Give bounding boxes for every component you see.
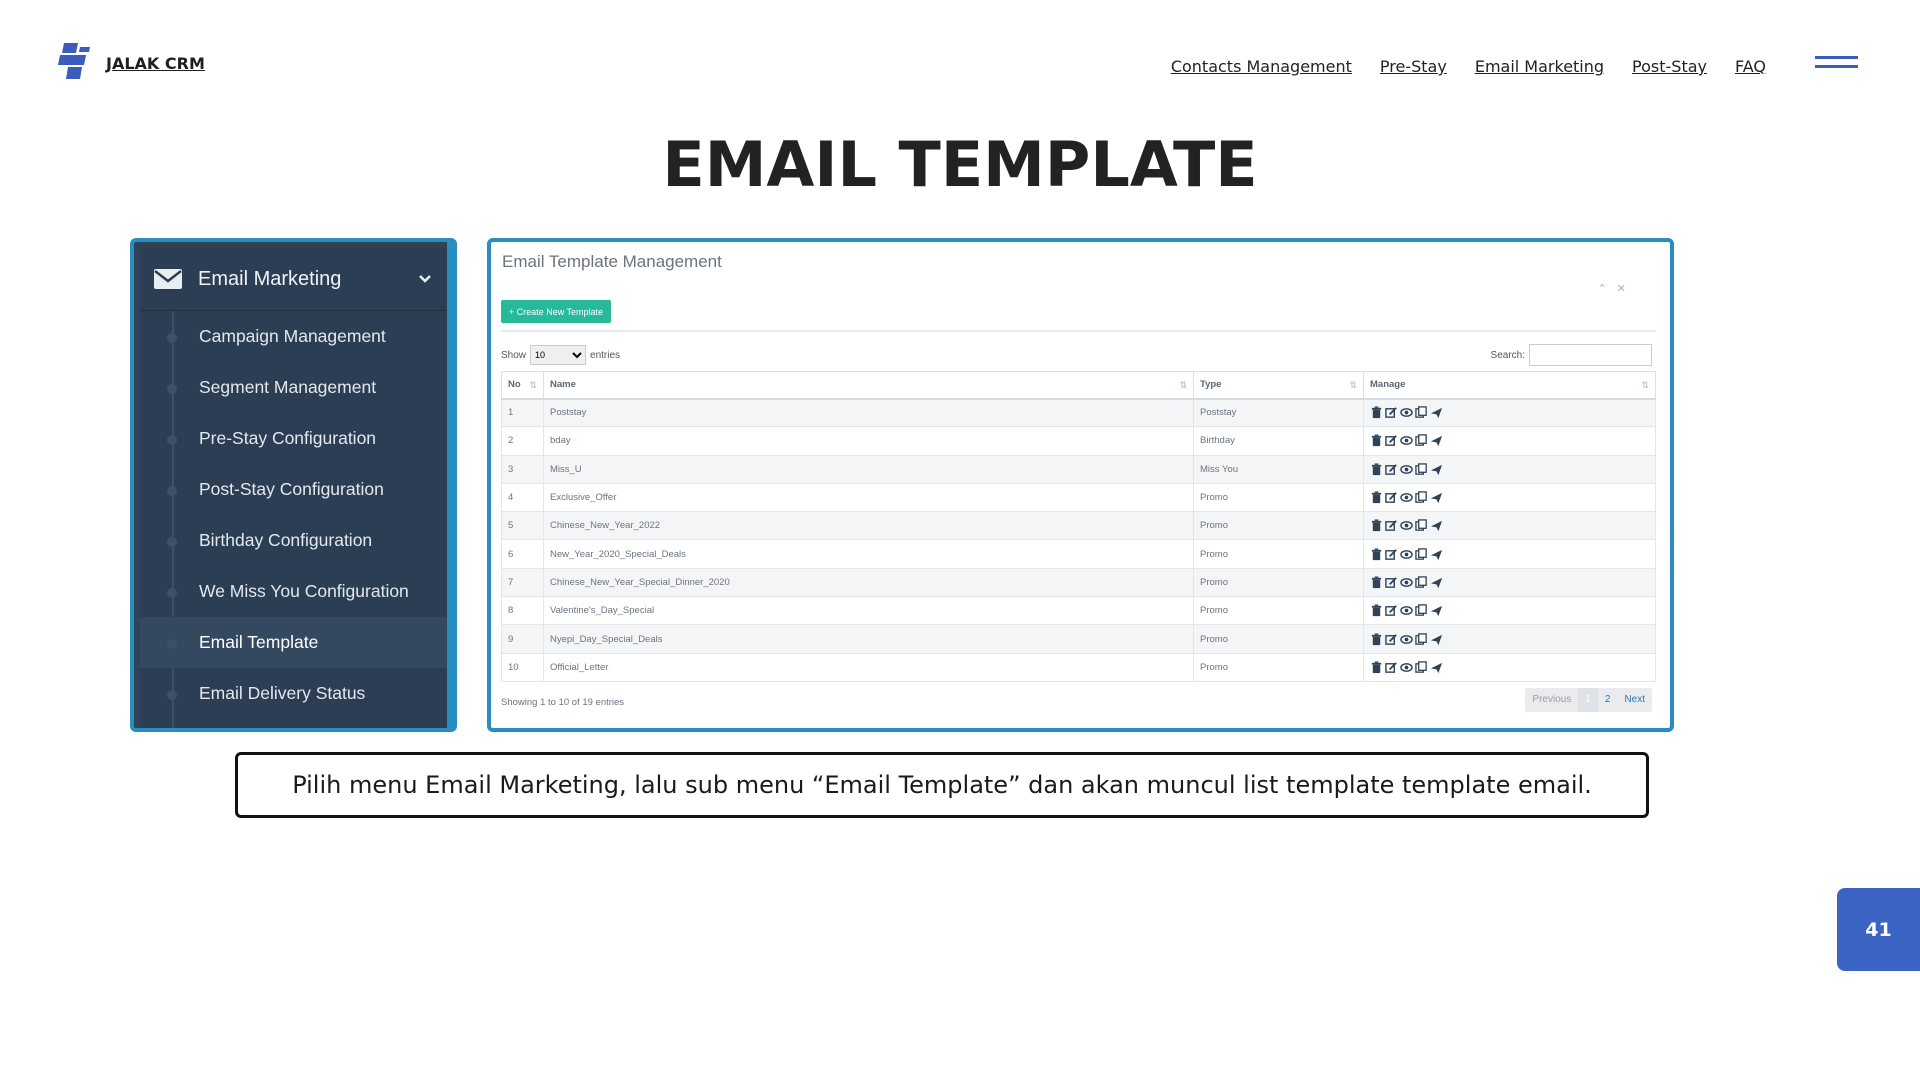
sidebar-items (140, 311, 447, 719)
table-row (502, 568, 1656, 596)
tree-dot-icon (167, 435, 177, 445)
table-row (502, 512, 1656, 540)
send-icon[interactable] (1430, 633, 1443, 646)
cell-name: New_Year_2020_Special_Deals (544, 540, 1194, 568)
template-management-panel (487, 238, 1674, 732)
trash-icon[interactable] (1370, 434, 1383, 447)
cell-manage (1364, 512, 1656, 540)
entries-length-control (501, 345, 620, 365)
manage-actions (1370, 406, 1655, 419)
copy-icon[interactable] (1415, 576, 1428, 589)
pagination-page-1[interactable]: 1 (1578, 688, 1598, 712)
table-info: Showing 1 to 10 of 19 entries (501, 697, 625, 708)
cell-manage (1364, 568, 1656, 596)
eye-icon[interactable] (1400, 463, 1413, 476)
page-number: 41 (1865, 918, 1892, 941)
send-icon[interactable] (1430, 661, 1443, 674)
sidebar-item-label: Birthday Configuration (199, 530, 373, 550)
sort-icon: ⇅ (1641, 380, 1649, 390)
trash-icon[interactable] (1370, 604, 1383, 617)
sidebar-item[interactable] (140, 413, 447, 464)
trash-icon[interactable] (1370, 406, 1383, 419)
sidebar-section-email-marketing[interactable] (140, 248, 447, 311)
page-title: EMAIL TEMPLATE (662, 128, 1258, 201)
send-icon[interactable] (1430, 576, 1443, 589)
edit-icon[interactable] (1385, 491, 1398, 504)
sidebar-item-label: Email Delivery Status (199, 683, 366, 703)
table-row (502, 597, 1656, 625)
sidebar-item-label: Post-Stay Configuration (199, 479, 384, 499)
trash-icon[interactable] (1370, 661, 1383, 674)
sidebar-item[interactable] (140, 617, 447, 668)
table-row (502, 653, 1656, 681)
send-icon[interactable] (1430, 434, 1443, 447)
collapse-icon[interactable]: ⌃ (1597, 283, 1607, 295)
cell-manage (1364, 455, 1656, 483)
sidebar-section-label: Email Marketing (198, 267, 342, 290)
column-header-name[interactable]: Name ⇅ (544, 372, 1194, 399)
sidebar-menu (140, 248, 447, 728)
copy-icon[interactable] (1415, 661, 1428, 674)
pagination (1525, 688, 1652, 712)
sidebar-item[interactable] (140, 515, 447, 566)
send-icon[interactable] (1430, 604, 1443, 617)
cell-name: Nyepi_Day_Special_Deals (544, 625, 1194, 653)
edit-icon[interactable] (1385, 604, 1398, 617)
edit-icon[interactable] (1385, 548, 1398, 561)
caption-box (235, 752, 1649, 818)
cell-name: Chinese_New_Year_2022 (544, 512, 1194, 540)
eye-icon[interactable] (1400, 633, 1413, 646)
trash-icon[interactable] (1370, 548, 1383, 561)
cell-manage (1364, 653, 1656, 681)
tree-dot-icon (167, 486, 177, 496)
copy-icon[interactable] (1415, 434, 1428, 447)
tree-dot-icon (167, 690, 177, 700)
cell-manage (1364, 540, 1656, 568)
nav-faq[interactable]: FAQ (1735, 57, 1766, 76)
sidebar-item-label: Email Template (199, 632, 319, 652)
sidebar-item[interactable] (140, 311, 447, 362)
edit-icon[interactable] (1385, 661, 1398, 674)
trash-icon[interactable] (1370, 519, 1383, 532)
manage-actions (1370, 434, 1655, 447)
cell-name: Exclusive_Offer (544, 483, 1194, 511)
send-icon[interactable] (1430, 406, 1443, 419)
manage-actions (1370, 548, 1655, 561)
copy-icon[interactable] (1415, 519, 1428, 532)
copy-icon[interactable] (1415, 463, 1428, 476)
copy-icon[interactable] (1415, 491, 1428, 504)
entries-select[interactable] (530, 345, 586, 365)
manage-actions (1370, 519, 1655, 532)
pagination-page-2[interactable]: 2 (1604, 694, 1611, 705)
search-label: Search: (1490, 349, 1525, 361)
brand-name[interactable]: JALAK CRM (106, 53, 205, 73)
nav-email-marketing[interactable]: Email Marketing (1474, 57, 1605, 76)
page-number-badge (1837, 888, 1920, 971)
cell-no: 6 (502, 540, 544, 568)
edit-icon[interactable] (1385, 633, 1398, 646)
table-row (502, 625, 1656, 653)
close-icon[interactable]: ✕ (1616, 283, 1626, 295)
column-header-type[interactable]: Type ⇅ (1194, 372, 1364, 399)
search-input[interactable] (1529, 344, 1652, 366)
sort-icon: ⇅ (1349, 380, 1357, 390)
sidebar-scrollbar[interactable] (447, 242, 453, 728)
trash-icon[interactable] (1370, 463, 1383, 476)
eye-icon[interactable] (1400, 406, 1413, 419)
table-row (502, 540, 1656, 568)
nav-contacts-management[interactable]: Contacts Management (1170, 57, 1352, 76)
manage-actions (1370, 661, 1655, 674)
eye-icon[interactable] (1400, 661, 1413, 674)
edit-icon[interactable] (1385, 519, 1398, 532)
cell-name: bday (544, 427, 1194, 455)
cell-type: Promo (1194, 625, 1364, 653)
manage-actions (1370, 491, 1655, 504)
send-icon[interactable] (1430, 491, 1443, 504)
tree-dot-icon (167, 537, 177, 547)
sidebar-item[interactable] (140, 464, 447, 515)
cell-no: 2 (502, 427, 544, 455)
caption-text: Pilih menu Email Marketing, lalu sub menu “Email Template” dan akan muncul list template template email. (292, 771, 1592, 799)
cell-manage (1364, 625, 1656, 653)
entries-label: entries (590, 349, 621, 361)
copy-icon[interactable] (1415, 604, 1428, 617)
cell-name: Valentine's_Day_Special (544, 597, 1194, 625)
cell-type: Promo (1194, 512, 1364, 540)
nav-post-stay[interactable]: Post-Stay (1632, 57, 1707, 76)
cell-name: Miss_U (544, 455, 1194, 483)
column-header-no[interactable]: No ⇅ (502, 372, 544, 399)
edit-icon[interactable] (1385, 463, 1398, 476)
cell-name: Official_Letter (544, 653, 1194, 681)
cell-type: Promo (1194, 653, 1364, 681)
sort-icon: ⇅ (529, 380, 537, 390)
cell-name: Chinese_New_Year_Special_Dinner_2020 (544, 568, 1194, 596)
send-icon[interactable] (1430, 519, 1443, 532)
envelope-icon (154, 269, 182, 289)
cell-type: Miss You (1194, 455, 1364, 483)
manage-actions (1370, 576, 1655, 589)
eye-icon[interactable] (1400, 604, 1413, 617)
column-header-manage[interactable]: Manage ⇅ (1364, 372, 1656, 399)
table-row (502, 483, 1656, 511)
table-row (502, 399, 1656, 427)
top-nav (1171, 57, 1766, 76)
tree-dot-icon (167, 384, 177, 394)
pagination-next[interactable]: Next (1624, 694, 1645, 705)
eye-icon[interactable] (1400, 519, 1413, 532)
cell-manage (1364, 483, 1656, 511)
brand[interactable] (56, 43, 205, 83)
cell-type: Promo (1194, 597, 1364, 625)
cell-no: 7 (502, 568, 544, 596)
copy-icon[interactable] (1415, 633, 1428, 646)
eye-icon[interactable] (1400, 548, 1413, 561)
cell-no: 4 (502, 483, 544, 511)
cell-no: 5 (502, 512, 544, 540)
sidebar-screenshot (130, 238, 457, 732)
edit-icon[interactable] (1385, 434, 1398, 447)
nav-pre-stay[interactable]: Pre-Stay (1379, 57, 1447, 76)
cell-type: Poststay (1194, 399, 1364, 427)
create-new-template-button[interactable]: + Create New Template (501, 300, 611, 323)
manage-actions (1370, 604, 1655, 617)
cell-no: 10 (502, 653, 544, 681)
cell-type: Promo (1194, 540, 1364, 568)
tree-dot-icon (167, 639, 177, 649)
table-header-row (502, 372, 1656, 399)
cell-type: Promo (1194, 483, 1364, 511)
manage-actions (1370, 633, 1655, 646)
copy-icon[interactable] (1415, 548, 1428, 561)
cell-manage (1364, 399, 1656, 427)
sidebar-item-label: Segment Management (199, 377, 377, 397)
brand-logo-icon (56, 43, 92, 83)
cell-manage (1364, 427, 1656, 455)
edit-icon[interactable] (1385, 576, 1398, 589)
panel-tools (1598, 282, 1626, 295)
hamburger-menu-icon[interactable] (1815, 56, 1858, 74)
sidebar-item-label: We Miss You Configuration (199, 581, 409, 601)
send-icon[interactable] (1430, 463, 1443, 476)
table-body (502, 399, 1656, 682)
sidebar-item[interactable] (140, 668, 447, 719)
cell-no: 9 (502, 625, 544, 653)
chevron-down-icon (417, 271, 433, 287)
trash-icon[interactable] (1370, 576, 1383, 589)
table-row (502, 455, 1656, 483)
panel-title: Email Template Management (502, 252, 722, 271)
templates-table (501, 371, 1656, 682)
sort-icon: ⇅ (1179, 380, 1187, 390)
copy-icon[interactable] (1415, 406, 1428, 419)
pagination-previous[interactable]: Previous (1532, 694, 1572, 705)
trash-icon[interactable] (1370, 633, 1383, 646)
sidebar-item-label: Campaign Management (199, 326, 386, 346)
eye-icon[interactable] (1400, 576, 1413, 589)
eye-icon[interactable] (1400, 434, 1413, 447)
manage-actions (1370, 463, 1655, 476)
send-icon[interactable] (1430, 548, 1443, 561)
cell-no: 3 (502, 455, 544, 483)
eye-icon[interactable] (1400, 491, 1413, 504)
sidebar-item-label: Pre-Stay Configuration (199, 428, 377, 448)
cell-type: Promo (1194, 568, 1364, 596)
tree-dot-icon (167, 588, 177, 598)
cell-manage (1364, 597, 1656, 625)
cell-name: Poststay (544, 399, 1194, 427)
sidebar-item[interactable] (140, 362, 447, 413)
search-control (1491, 344, 1652, 366)
tree-dot-icon (167, 333, 177, 343)
cell-no: 8 (502, 597, 544, 625)
trash-icon[interactable] (1370, 491, 1383, 504)
show-label: Show (501, 349, 527, 361)
edit-icon[interactable] (1385, 406, 1398, 419)
sidebar-item[interactable] (140, 566, 447, 617)
cell-no: 1 (502, 399, 544, 427)
table-row (502, 427, 1656, 455)
divider (501, 330, 1656, 332)
cell-type: Birthday (1194, 427, 1364, 455)
